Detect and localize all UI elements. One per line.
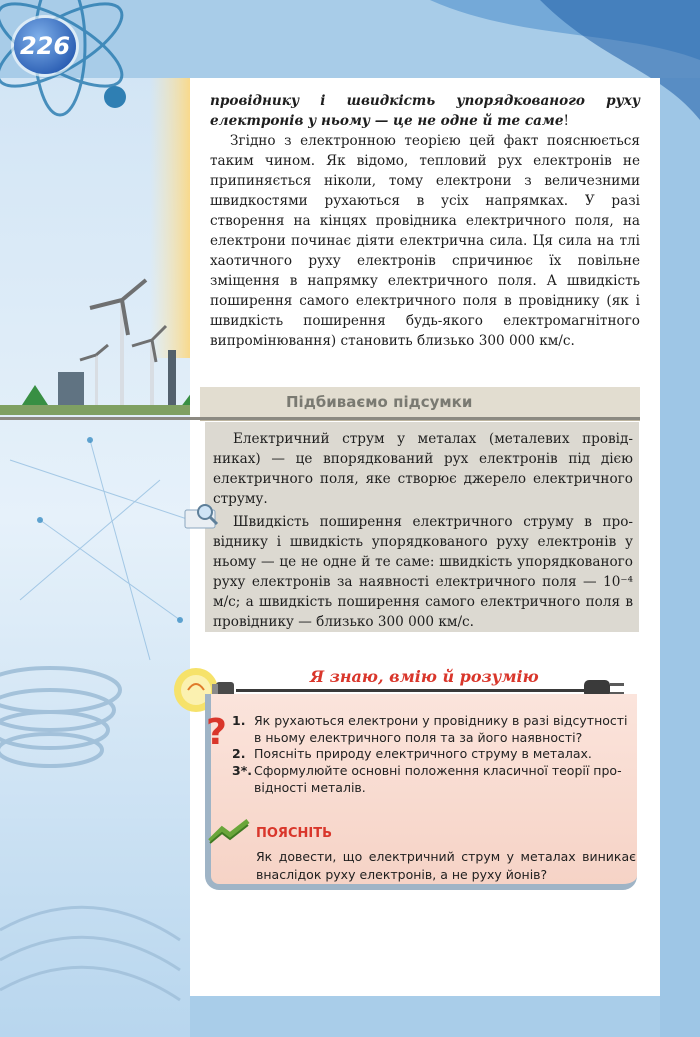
summary-title: Підбиваємо підсумки bbox=[286, 393, 473, 411]
question-2: 2. Поясніть природу електричного струму в металах. bbox=[232, 746, 592, 761]
summary-box bbox=[205, 422, 639, 632]
explain-title: ПОЯСНІТЬ bbox=[256, 826, 332, 841]
question-3: 3*. Сформулюйте основні положення класичної теорії провідності металів. bbox=[232, 763, 622, 795]
chart-growth-icon bbox=[208, 817, 252, 845]
intro-text bbox=[210, 91, 640, 351]
intro-lead: провіднику і швидкість упорядкованого руху електронів у ньому — це не одне й те саме bbox=[210, 93, 640, 129]
svg-text:?: ? bbox=[206, 712, 227, 752]
question-1: 1. Як рухаються електрони у провіднику в разі відсутності в ньому електричного поля та за його наявності? bbox=[232, 713, 628, 745]
section-divider bbox=[0, 417, 640, 420]
explain-text: Як довести, що електричний струм у металах виникає внаслідок руху електронів, а не руху йонів? bbox=[256, 849, 636, 882]
cable-line bbox=[236, 689, 590, 692]
summary-header bbox=[200, 387, 640, 421]
summary-paragraph-1: Електричний струм у металах (металевих провідниках) — це впорядкований рух електронів під дією електричного поля, яке створює джерело електричного струму. bbox=[213, 431, 633, 507]
quiz-title: Я знаю, вмію й розумію bbox=[310, 667, 539, 686]
intro-lead-end: ! bbox=[563, 113, 569, 129]
summary-paragraph-2: Швидкість поширення електричного струму в провіднику і швидкість упорядкованого руху електронів у ньому — це не одне й те саме: швидкість упорядкованого руху електронів за наявності електричного поля — 10⁻⁴ м/с; а швидкість поширення самого електричного поля в провіднику — близько 300 000 км/с. bbox=[213, 514, 633, 630]
intro-paragraph: Згідно з електронною теорією цей факт пояснюється таким чином. Як відомо, тепловий рух електронів не припиняється ніколи, тому електрони з величезними швидкостями рухаються в усіх напрямках. У разі створення на кінцях провідника електричного поля, на електрони починає діяти електрична сила. Ця сила на тлі хаотичного руху електронів спричинює їх повільне зміщення в напрямку електричного поля. А швидкість поширення самого електричного поля в провіднику (як і швидкість поширення будь-якого електромагнітного випромінювання) становить близько 300 000 км/с. bbox=[210, 133, 640, 349]
question-mark-icon bbox=[204, 712, 230, 752]
page-number: 226 bbox=[14, 18, 76, 74]
